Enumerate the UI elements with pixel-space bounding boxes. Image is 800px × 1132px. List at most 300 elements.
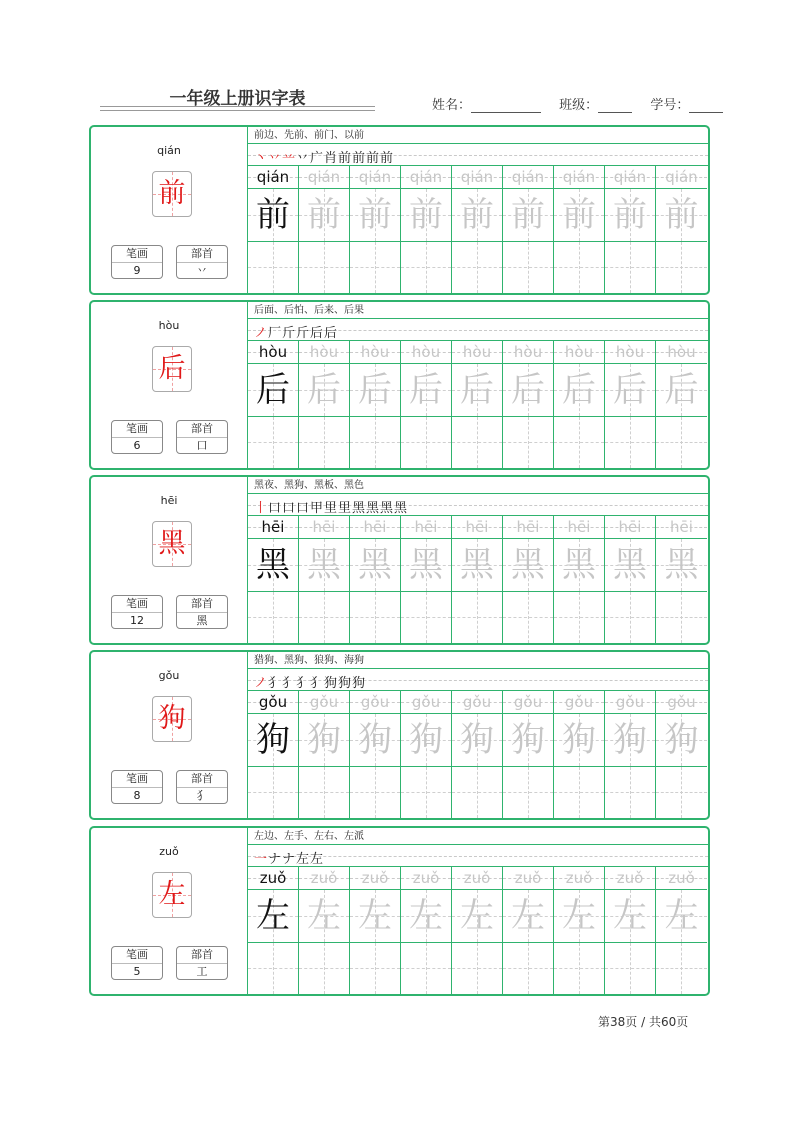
stroke-order-first: ノ: [254, 326, 269, 341]
pinyin-row: [299, 691, 349, 714]
stroke-order-first: 一: [254, 852, 269, 867]
cell-pinyin: zuǒ: [668, 869, 695, 887]
practice-panel: [248, 652, 708, 818]
stroke-order: [254, 497, 408, 516]
blank-practice-box[interactable]: [248, 592, 298, 643]
cell-pinyin: zuǒ: [514, 869, 542, 887]
writing-grid: [248, 166, 708, 293]
cell-pinyin: hòu: [564, 343, 594, 361]
writing-grid: [248, 341, 708, 468]
cell-pinyin: qián: [511, 168, 545, 186]
class-label: 班级：: [559, 98, 599, 113]
pinyin-row: [350, 867, 400, 890]
tian-grid-cell: [350, 539, 400, 592]
blank-practice-box[interactable]: [299, 592, 349, 643]
pinyin-label: gǒu: [158, 669, 180, 682]
stroke-count-label: 笔画: [112, 246, 162, 263]
tian-grid-cell: [656, 714, 707, 767]
practice-cell[interactable]: [503, 341, 554, 468]
tian-grid-cell: [554, 539, 604, 592]
tian-grid-cell: [605, 539, 655, 592]
cell-pinyin: zuǒ: [310, 869, 338, 887]
cell-pinyin: zuǒ: [259, 869, 287, 887]
example-words: 猎狗、黑狗、狼狗、海狗: [248, 652, 708, 669]
stroke-count-box: [111, 420, 163, 454]
cell-character: 前: [307, 195, 341, 235]
cell-character: 黑: [664, 545, 699, 585]
tian-grid-cell: [401, 189, 451, 242]
tian-grid-cell: [452, 890, 502, 943]
cell-pinyin: hòu: [309, 343, 339, 361]
character-info-panel: [91, 652, 248, 818]
radical-label: 部首: [177, 246, 227, 263]
blank-practice-box[interactable]: [452, 592, 502, 643]
practice-cell[interactable]: [350, 516, 401, 643]
blank-practice-box[interactable]: [605, 943, 655, 994]
practice-cell[interactable]: [554, 516, 605, 643]
cell-pinyin: hēi: [363, 518, 387, 536]
character-box: [152, 872, 192, 918]
practice-cell[interactable]: [554, 341, 605, 468]
practice-cell[interactable]: [401, 516, 452, 643]
cell-pinyin: qián: [409, 168, 443, 186]
blank-practice-box[interactable]: [350, 767, 400, 818]
pinyin-label: zuǒ: [159, 845, 179, 858]
cell-pinyin: hòu: [462, 343, 492, 361]
tian-grid-cell: [248, 189, 298, 242]
blank-practice-box[interactable]: [248, 767, 298, 818]
cell-pinyin: qián: [358, 168, 392, 186]
practice-cell[interactable]: [605, 867, 656, 994]
blank-practice-box[interactable]: [452, 767, 502, 818]
stroke-order-row: [248, 846, 708, 867]
writing-grid: [248, 691, 708, 818]
cell-character: 黑: [613, 545, 647, 585]
practice-cell[interactable]: [503, 166, 554, 293]
stroke-order-first: 丨: [254, 501, 269, 516]
blank-practice-box[interactable]: [656, 943, 707, 994]
cell-character: 狗: [562, 720, 596, 760]
blank-practice-box[interactable]: [554, 242, 604, 293]
cell-pinyin: gǒu: [360, 693, 390, 711]
main-character: 黑: [158, 528, 186, 559]
tian-grid-cell: [452, 189, 502, 242]
practice-cell[interactable]: [656, 341, 707, 468]
blank-practice-box[interactable]: [656, 417, 707, 468]
cell-pinyin: zuǒ: [463, 869, 491, 887]
pinyin-row: [605, 516, 655, 539]
tian-grid-cell: [503, 714, 553, 767]
character-card: [89, 650, 710, 820]
tian-grid-cell: [554, 364, 604, 417]
cell-character: 狗: [613, 720, 647, 760]
tian-grid-cell: [503, 189, 553, 242]
pinyin-row: [554, 166, 604, 189]
blank-practice-box[interactable]: [401, 417, 451, 468]
practice-cell[interactable]: [350, 166, 401, 293]
cell-character: 前: [460, 195, 494, 235]
character-box: [152, 521, 192, 567]
cell-pinyin: gǒu: [513, 693, 543, 711]
writing-grid: [248, 516, 708, 643]
character-box: [152, 346, 192, 392]
pinyin-row: [401, 166, 451, 189]
character-info-panel: [91, 477, 248, 643]
tian-grid-cell: [401, 890, 451, 943]
pinyin-row: [401, 341, 451, 364]
practice-cell[interactable]: [248, 166, 299, 293]
practice-cell[interactable]: [401, 691, 452, 818]
stroke-order-rest: 厂斤斤后后: [268, 326, 339, 341]
radical-box: [176, 770, 228, 804]
blank-practice-box[interactable]: [401, 242, 451, 293]
tian-grid-cell: [299, 539, 349, 592]
stroke-order: [254, 848, 324, 867]
pinyin-row: [401, 516, 451, 539]
cell-pinyin: hēi: [618, 518, 642, 536]
practice-cell[interactable]: [656, 867, 707, 994]
stroke-order-rest: 口口口甲里里黑黑黑黑: [268, 501, 409, 516]
pinyin-row: [554, 516, 604, 539]
pinyin-row: [605, 166, 655, 189]
practice-cell[interactable]: [452, 166, 503, 293]
cell-pinyin: hòu: [513, 343, 543, 361]
tian-grid-cell: [248, 714, 298, 767]
page-number: 第38页 / 共60页: [598, 1015, 689, 1029]
id-label: 学号：: [650, 98, 690, 113]
tian-grid-cell: [401, 714, 451, 767]
pinyin-row: [248, 341, 298, 364]
cell-pinyin: zuǒ: [412, 869, 440, 887]
blank-practice-box[interactable]: [452, 242, 502, 293]
class-field[interactable]: [598, 99, 632, 113]
main-character: 狗: [158, 703, 186, 734]
blank-practice-box[interactable]: [299, 767, 349, 818]
stroke-count-label: 笔画: [112, 596, 162, 613]
practice-cell[interactable]: [248, 341, 299, 468]
blank-practice-box[interactable]: [554, 943, 604, 994]
cell-character: 狗: [256, 720, 290, 760]
cell-character: 狗: [307, 720, 341, 760]
tian-grid-cell: [248, 890, 298, 943]
cell-character: 左: [460, 896, 494, 936]
blank-practice-box[interactable]: [503, 943, 553, 994]
stroke-order: [254, 672, 366, 691]
blank-practice-box[interactable]: [656, 592, 707, 643]
blank-practice-box[interactable]: [503, 417, 553, 468]
pinyin-row: [248, 516, 298, 539]
blank-practice-box[interactable]: [299, 943, 349, 994]
name-field[interactable]: [471, 99, 541, 113]
practice-cell[interactable]: [554, 166, 605, 293]
cell-pinyin: qián: [307, 168, 341, 186]
cell-character: 左: [409, 896, 443, 936]
pinyin-row: [503, 166, 553, 189]
radical-box: [176, 595, 228, 629]
pinyin-row: [248, 867, 298, 890]
tian-grid-cell: [299, 714, 349, 767]
practice-cell[interactable]: [248, 516, 299, 643]
cell-character: 后: [256, 370, 290, 410]
cell-character: 黑: [256, 545, 290, 585]
cell-character: 黑: [358, 545, 392, 585]
stroke-count-box: [111, 770, 163, 804]
character-info-panel: [91, 302, 248, 468]
blank-practice-box[interactable]: [452, 417, 502, 468]
cell-pinyin: hēi: [567, 518, 591, 536]
pinyin-label: hēi: [160, 494, 178, 507]
blank-practice-box[interactable]: [656, 242, 707, 293]
practice-cell[interactable]: [299, 691, 350, 818]
practice-cell[interactable]: [656, 691, 707, 818]
example-words: 后面、后怕、后来、后果: [248, 302, 708, 319]
pinyin-row: [452, 516, 502, 539]
tian-grid-cell: [299, 890, 349, 943]
blank-practice-box[interactable]: [401, 767, 451, 818]
pinyin-row: [554, 691, 604, 714]
practice-cell[interactable]: [248, 867, 299, 994]
pinyin-row: [350, 166, 400, 189]
example-words: 左边、左手、左右、左派: [248, 828, 708, 845]
practice-cell[interactable]: [299, 867, 350, 994]
character-card: [89, 300, 710, 470]
blank-practice-box[interactable]: [350, 943, 400, 994]
blank-practice-box[interactable]: [605, 767, 655, 818]
blank-practice-box[interactable]: [605, 242, 655, 293]
character-card: [89, 826, 710, 996]
blank-practice-box[interactable]: [503, 767, 553, 818]
tian-grid-cell: [350, 714, 400, 767]
tian-grid-cell: [350, 890, 400, 943]
radical-box: [176, 420, 228, 454]
cell-character: 狗: [460, 720, 494, 760]
cell-character: 左: [664, 896, 699, 936]
blank-practice-box[interactable]: [299, 417, 349, 468]
cell-pinyin: hòu: [360, 343, 390, 361]
cell-character: 后: [664, 370, 699, 410]
practice-cell[interactable]: [452, 691, 503, 818]
blank-practice-box[interactable]: [350, 242, 400, 293]
stroke-order-first: 丶丷䒑: [254, 151, 297, 166]
practice-panel: [248, 302, 708, 468]
practice-cell[interactable]: [656, 166, 707, 293]
cell-character: 左: [562, 896, 596, 936]
cell-character: 左: [511, 896, 545, 936]
writing-grid: [248, 867, 708, 994]
tian-grid-cell: [605, 714, 655, 767]
blank-practice-box[interactable]: [350, 592, 400, 643]
radical-box: [176, 946, 228, 980]
tian-grid-cell: [554, 890, 604, 943]
practice-cell[interactable]: [605, 516, 656, 643]
cell-character: 狗: [511, 720, 545, 760]
practice-cell[interactable]: [452, 867, 503, 994]
stroke-order-row: [248, 670, 708, 691]
radical-label: 部首: [177, 947, 227, 964]
practice-cell[interactable]: [452, 341, 503, 468]
cell-character: 后: [460, 370, 494, 410]
pinyin-row: [503, 867, 553, 890]
radical-label: 部首: [177, 771, 227, 788]
stroke-order-row: [248, 145, 708, 166]
worksheet-header: [0, 0, 800, 125]
pinyin-row: [656, 341, 707, 364]
practice-cell[interactable]: [350, 341, 401, 468]
cell-character: 后: [409, 370, 443, 410]
pinyin-row: [503, 341, 553, 364]
main-character: 前: [158, 178, 186, 209]
practice-cell[interactable]: [350, 691, 401, 818]
tian-grid-cell: [605, 189, 655, 242]
tian-grid-cell: [401, 364, 451, 417]
cell-pinyin: hēi: [261, 518, 285, 536]
cell-character: 前: [256, 195, 290, 235]
blank-practice-box[interactable]: [401, 943, 451, 994]
cell-pinyin: zuǒ: [361, 869, 389, 887]
pinyin-row: [605, 341, 655, 364]
tian-grid-cell: [452, 364, 502, 417]
blank-practice-box[interactable]: [503, 242, 553, 293]
radical-label: 部首: [177, 421, 227, 438]
stroke-count-box: [111, 595, 163, 629]
cell-pinyin: gǒu: [258, 693, 288, 711]
practice-cell[interactable]: [350, 867, 401, 994]
pinyin-row: [503, 516, 553, 539]
cell-pinyin: qián: [562, 168, 596, 186]
cell-pinyin: zuǒ: [616, 869, 644, 887]
practice-cell[interactable]: [554, 691, 605, 818]
cell-pinyin: gǒu: [615, 693, 645, 711]
tian-grid-cell: [248, 539, 298, 592]
pinyin-row: [656, 867, 707, 890]
radical-value: 工: [196, 965, 208, 978]
blank-practice-box[interactable]: [248, 242, 298, 293]
stroke-order: [254, 322, 338, 341]
blank-practice-box[interactable]: [248, 417, 298, 468]
cell-pinyin: gǒu: [667, 693, 696, 711]
cell-character: 前: [664, 195, 699, 235]
character-card: [89, 125, 710, 295]
cell-character: 黑: [460, 545, 494, 585]
stroke-order-row: [248, 320, 708, 341]
tian-grid-cell: [554, 189, 604, 242]
example-words: 前边、先前、前门、以前: [248, 127, 708, 144]
blank-practice-box[interactable]: [248, 943, 298, 994]
cell-character: 狗: [358, 720, 392, 760]
pinyin-row: [605, 867, 655, 890]
stroke-count-label: 笔画: [112, 771, 162, 788]
practice-cell[interactable]: [299, 166, 350, 293]
main-character: 左: [158, 879, 186, 910]
pinyin-row: [605, 691, 655, 714]
blank-practice-box[interactable]: [554, 592, 604, 643]
radical-label: 部首: [177, 596, 227, 613]
cell-character: 前: [511, 195, 545, 235]
cell-character: 后: [511, 370, 545, 410]
blank-practice-box[interactable]: [605, 417, 655, 468]
pinyin-row: [401, 691, 451, 714]
stroke-count-value: 6: [133, 439, 141, 452]
tian-grid-cell: [605, 890, 655, 943]
practice-panel: [248, 127, 708, 293]
practice-cell[interactable]: [656, 516, 707, 643]
blank-practice-box[interactable]: [554, 417, 604, 468]
blank-practice-box[interactable]: [554, 767, 604, 818]
pinyin-row: [503, 691, 553, 714]
pinyin-row: [299, 166, 349, 189]
practice-cell[interactable]: [503, 516, 554, 643]
practice-cell[interactable]: [299, 516, 350, 643]
radical-value: 黑: [196, 614, 208, 627]
tian-grid-cell: [350, 189, 400, 242]
pinyin-row: [656, 691, 707, 714]
stroke-count-value: 9: [133, 264, 141, 277]
cell-character: 黑: [409, 545, 443, 585]
pinyin-row: [452, 691, 502, 714]
cell-pinyin: hēi: [465, 518, 489, 536]
pinyin-label: hòu: [158, 319, 180, 332]
cell-character: 后: [358, 370, 392, 410]
cell-character: 黑: [511, 545, 545, 585]
practice-cell[interactable]: [605, 691, 656, 818]
practice-cell[interactable]: [452, 516, 503, 643]
practice-cell[interactable]: [248, 691, 299, 818]
stroke-count-label: 笔画: [112, 421, 162, 438]
practice-cell[interactable]: [401, 166, 452, 293]
practice-cell[interactable]: [554, 867, 605, 994]
blank-practice-box[interactable]: [605, 592, 655, 643]
practice-cell[interactable]: [401, 341, 452, 468]
blank-practice-box[interactable]: [350, 417, 400, 468]
character-info-panel: [91, 828, 248, 994]
cell-pinyin: hēi: [516, 518, 540, 536]
practice-cell[interactable]: [605, 341, 656, 468]
blank-practice-box[interactable]: [401, 592, 451, 643]
practice-cell[interactable]: [503, 691, 554, 818]
blank-practice-box[interactable]: [656, 767, 707, 818]
pinyin-row: [299, 867, 349, 890]
tian-grid-cell: [503, 890, 553, 943]
tian-grid-cell: [503, 539, 553, 592]
practice-cell[interactable]: [503, 867, 554, 994]
practice-cell[interactable]: [401, 867, 452, 994]
name-label: 姓名：: [432, 98, 472, 113]
pinyin-row: [554, 341, 604, 364]
practice-cell[interactable]: [605, 166, 656, 293]
tian-grid-cell: [299, 189, 349, 242]
cell-character: 后: [307, 370, 341, 410]
blank-practice-box[interactable]: [452, 943, 502, 994]
stroke-count-value: 5: [133, 965, 141, 978]
cell-character: 后: [613, 370, 647, 410]
pinyin-row: [452, 341, 502, 364]
radical-value: 丷: [196, 264, 208, 277]
blank-practice-box[interactable]: [299, 242, 349, 293]
tian-grid-cell: [656, 539, 707, 592]
practice-cell[interactable]: [299, 341, 350, 468]
cell-pinyin: hòu: [258, 343, 288, 361]
tian-grid-cell: [656, 364, 707, 417]
radical-value: 口: [196, 439, 208, 452]
id-field[interactable]: [689, 99, 723, 113]
blank-practice-box[interactable]: [503, 592, 553, 643]
cell-pinyin: hòu: [615, 343, 645, 361]
stroke-order-first: ノ: [254, 676, 269, 691]
cell-character: 狗: [664, 720, 699, 760]
pinyin-row: [350, 691, 400, 714]
cell-pinyin: gǒu: [309, 693, 339, 711]
stroke-count-box: [111, 245, 163, 279]
